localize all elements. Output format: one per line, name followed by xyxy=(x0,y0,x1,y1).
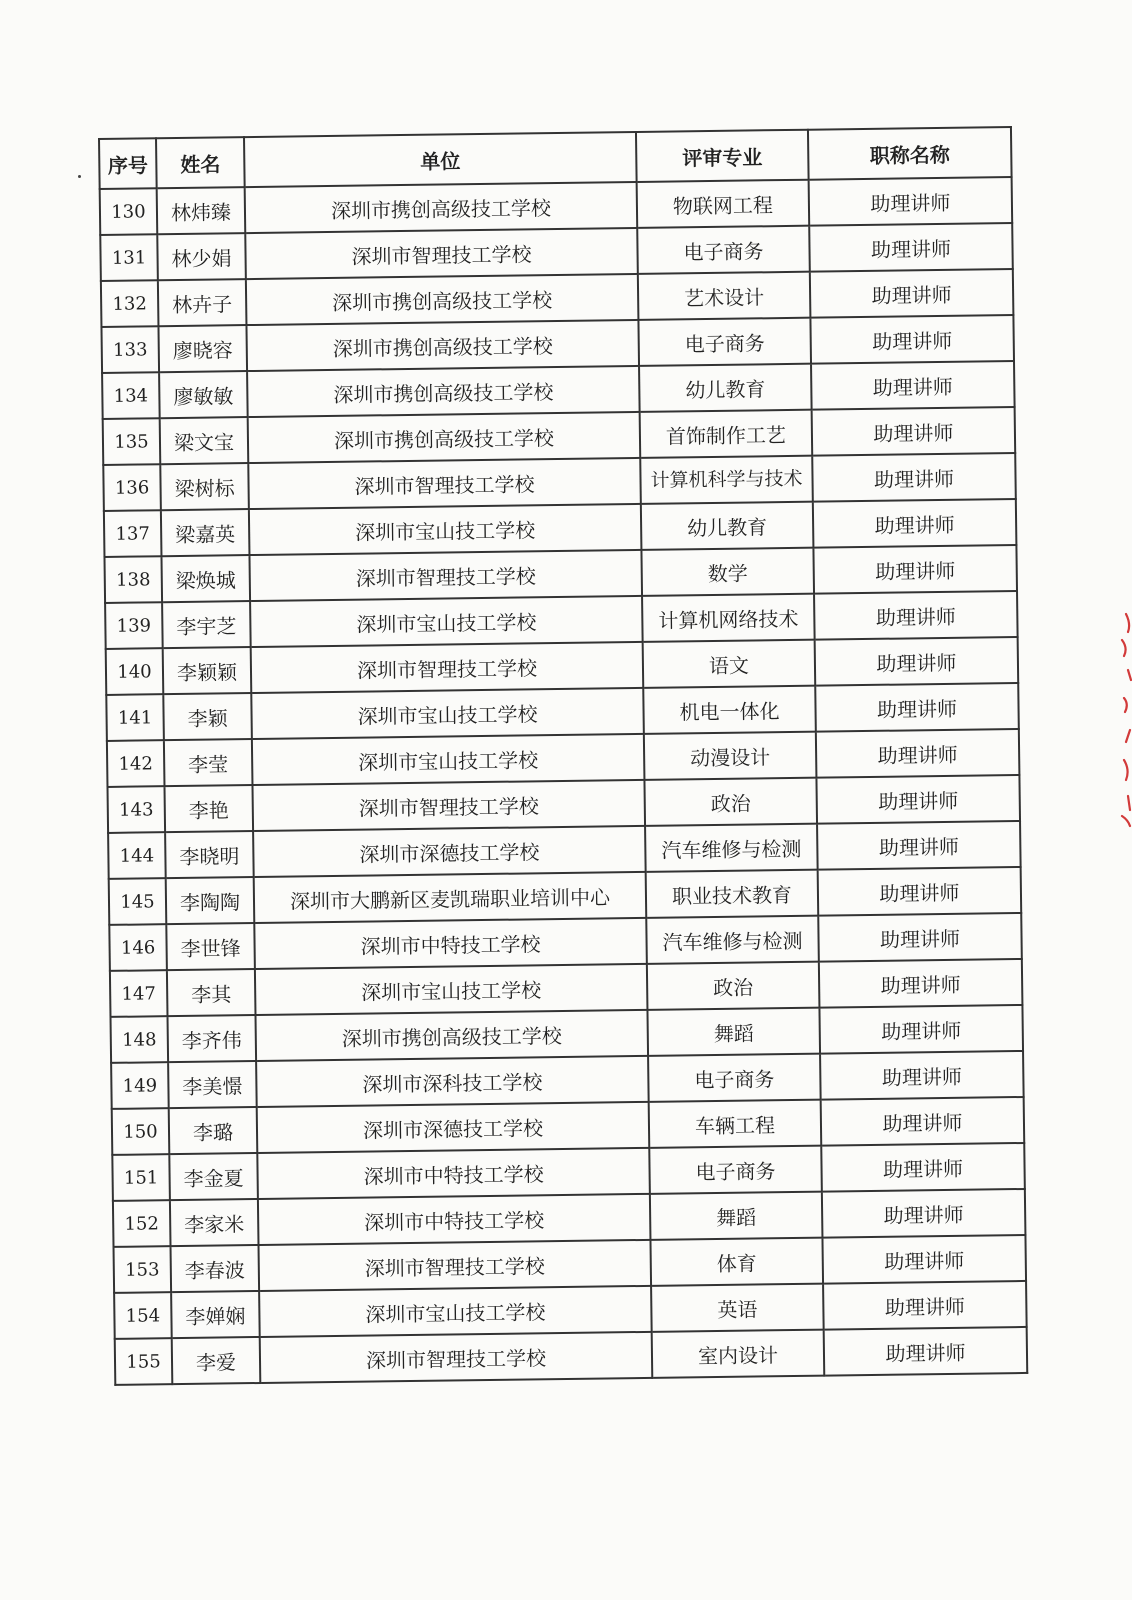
cell-name: 李爱 xyxy=(172,1337,261,1384)
cell-title: 助理讲师 xyxy=(810,269,1014,318)
cell-serial: 155 xyxy=(115,1338,173,1385)
cell-unit: 深圳市中特技工学校 xyxy=(258,1194,651,1245)
cell-title: 助理讲师 xyxy=(822,1235,1026,1284)
table-body xyxy=(100,177,1028,1385)
cell-unit: 深圳市携创高级技工学校 xyxy=(248,412,641,463)
cell-title: 助理讲师 xyxy=(817,821,1021,870)
cell-title: 助理讲师 xyxy=(821,1097,1025,1146)
cell-name: 林少娟 xyxy=(157,233,246,280)
cell-name: 林炜臻 xyxy=(157,187,246,234)
cell-title: 助理讲师 xyxy=(809,177,1013,226)
cell-serial: 131 xyxy=(100,234,158,281)
cell-major: 政治 xyxy=(644,778,817,826)
cell-major: 幼儿教育 xyxy=(639,364,812,412)
cell-title: 助理讲师 xyxy=(816,775,1020,824)
cell-major: 政治 xyxy=(647,962,820,1010)
cell-major: 艺术设计 xyxy=(638,272,811,320)
cell-unit: 深圳市中特技工学校 xyxy=(254,918,647,969)
roster-sheet xyxy=(98,126,1026,1386)
cell-name: 李家米 xyxy=(170,1199,259,1246)
header-unit: 单位 xyxy=(244,132,637,187)
cell-major: 机电一体化 xyxy=(643,686,816,734)
cell-title: 助理讲师 xyxy=(813,545,1017,594)
cell-name: 林卉子 xyxy=(158,279,247,326)
cell-name: 李艳 xyxy=(164,785,253,832)
cell-unit: 深圳市深德技工学校 xyxy=(257,1102,650,1153)
cell-serial: 147 xyxy=(110,970,168,1017)
cell-serial: 145 xyxy=(109,878,167,925)
cell-name: 廖敏敏 xyxy=(159,371,248,418)
cell-unit: 深圳市携创高级技工学校 xyxy=(246,320,639,371)
cell-unit: 深圳市宝山技工学校 xyxy=(249,504,642,555)
cell-unit: 深圳市智理技工学校 xyxy=(245,228,638,279)
cell-title: 助理讲师 xyxy=(815,683,1019,732)
cell-unit: 深圳市携创高级技工学校 xyxy=(247,366,640,417)
cell-major: 车辆工程 xyxy=(649,1100,822,1148)
cell-title: 助理讲师 xyxy=(815,637,1019,686)
cell-name: 李莹 xyxy=(164,739,253,786)
cell-name: 李齐伟 xyxy=(168,1015,257,1062)
cell-name: 李美憬 xyxy=(168,1061,257,1108)
cell-major: 舞蹈 xyxy=(647,1008,820,1056)
cell-serial: 136 xyxy=(103,464,161,511)
cell-unit: 深圳市智理技工学校 xyxy=(248,458,641,509)
cell-major: 职业技术教育 xyxy=(646,870,819,918)
cell-serial: 149 xyxy=(111,1062,169,1109)
cell-serial: 135 xyxy=(103,418,161,465)
cell-serial: 153 xyxy=(114,1246,172,1293)
cell-major: 汽车维修与检测 xyxy=(646,916,819,964)
cell-title: 助理讲师 xyxy=(816,729,1020,778)
cell-unit: 深圳市智理技工学校 xyxy=(251,642,644,693)
cell-major: 英语 xyxy=(651,1284,824,1332)
cell-serial: 151 xyxy=(112,1154,170,1201)
cell-name: 李晓明 xyxy=(165,831,254,878)
cell-unit: 深圳市大鹏新区麦凯瑞职业培训中心 xyxy=(254,872,647,923)
header-name: 姓名 xyxy=(156,137,245,188)
cell-title: 助理讲师 xyxy=(820,1051,1024,1100)
cell-serial: 144 xyxy=(108,832,166,879)
cell-serial: 139 xyxy=(105,602,163,649)
cell-name: 李颖 xyxy=(163,693,252,740)
cell-major: 首饰制作工艺 xyxy=(640,410,813,458)
cell-serial: 130 xyxy=(100,188,158,235)
cell-serial: 132 xyxy=(101,280,159,327)
cell-title: 助理讲师 xyxy=(813,499,1017,548)
cell-major: 汽车维修与检测 xyxy=(645,824,818,872)
cell-name: 李春波 xyxy=(171,1245,260,1292)
cell-name: 李其 xyxy=(167,969,256,1016)
cell-major: 物联网工程 xyxy=(637,180,810,228)
cell-title: 助理讲师 xyxy=(812,407,1016,456)
cell-serial: 138 xyxy=(104,556,162,603)
cell-major: 幼儿教育 xyxy=(641,502,814,550)
cell-serial: 140 xyxy=(106,648,164,695)
cell-unit: 深圳市智理技工学校 xyxy=(260,1332,653,1383)
cell-serial: 148 xyxy=(111,1016,169,1063)
scan-speck xyxy=(78,175,81,178)
cell-major: 动漫设计 xyxy=(644,732,817,780)
cell-unit: 深圳市携创高级技工学校 xyxy=(255,1010,648,1061)
cell-name: 李陶陶 xyxy=(166,877,255,924)
cell-name: 李颖颖 xyxy=(163,647,252,694)
cell-unit: 深圳市深德技工学校 xyxy=(253,826,646,877)
cell-major: 舞蹈 xyxy=(650,1192,823,1240)
cell-major: 电子商务 xyxy=(638,318,811,366)
cell-major: 室内设计 xyxy=(652,1330,825,1378)
cell-title: 助理讲师 xyxy=(814,591,1018,640)
cell-name: 李世锋 xyxy=(166,923,255,970)
cell-serial: 143 xyxy=(107,786,165,833)
cell-title: 助理讲师 xyxy=(821,1143,1025,1192)
cell-serial: 141 xyxy=(106,694,164,741)
cell-unit: 深圳市智理技工学校 xyxy=(249,550,642,601)
cell-name: 李宇芝 xyxy=(162,601,251,648)
cell-unit: 深圳市深科技工学校 xyxy=(256,1056,649,1107)
header-title: 职称名称 xyxy=(808,127,1012,180)
cell-name: 廖晓容 xyxy=(158,325,247,372)
roster-table xyxy=(98,126,1028,1386)
cell-serial: 146 xyxy=(109,924,167,971)
cell-name: 梁文宝 xyxy=(160,417,249,464)
cell-unit: 深圳市智理技工学校 xyxy=(259,1240,652,1291)
cell-unit: 深圳市宝山技工学校 xyxy=(255,964,648,1015)
cell-unit: 深圳市智理技工学校 xyxy=(252,780,645,831)
red-seal-edge xyxy=(1112,610,1132,830)
cell-name: 李璐 xyxy=(169,1107,258,1154)
cell-title: 助理讲师 xyxy=(822,1189,1026,1238)
cell-title: 助理讲师 xyxy=(812,453,1016,502)
cell-unit: 深圳市携创高级技工学校 xyxy=(245,182,638,233)
cell-serial: 133 xyxy=(101,326,159,373)
cell-title: 助理讲师 xyxy=(819,959,1023,1008)
cell-name: 梁树标 xyxy=(160,463,249,510)
cell-unit: 深圳市宝山技工学校 xyxy=(259,1286,652,1337)
cell-major: 电子商务 xyxy=(649,1146,822,1194)
cell-title: 助理讲师 xyxy=(811,361,1015,410)
cell-major: 语文 xyxy=(643,640,816,688)
cell-unit: 深圳市携创高级技工学校 xyxy=(246,274,639,325)
cell-unit: 深圳市宝山技工学校 xyxy=(251,688,644,739)
cell-major: 电子商务 xyxy=(648,1054,821,1102)
cell-title: 助理讲师 xyxy=(819,1005,1023,1054)
cell-serial: 134 xyxy=(102,372,160,419)
cell-serial: 152 xyxy=(113,1200,171,1247)
cell-name: 李金夏 xyxy=(169,1153,258,1200)
cell-name: 李婵娴 xyxy=(171,1291,260,1338)
cell-serial: 137 xyxy=(104,510,162,557)
cell-serial: 154 xyxy=(114,1292,172,1339)
header-major: 评审专业 xyxy=(636,130,809,182)
cell-major: 计算机网络技术 xyxy=(642,594,815,642)
cell-name: 梁嘉英 xyxy=(161,509,250,556)
cell-title: 助理讲师 xyxy=(818,867,1022,916)
cell-unit: 深圳市宝山技工学校 xyxy=(252,734,645,785)
cell-title: 助理讲师 xyxy=(818,913,1022,962)
cell-title: 助理讲师 xyxy=(824,1327,1028,1376)
cell-major: 计算机科学与技术 xyxy=(640,456,813,504)
cell-name: 梁焕城 xyxy=(161,555,250,602)
cell-unit: 深圳市中特技工学校 xyxy=(257,1148,650,1199)
header-serial: 序号 xyxy=(99,138,157,189)
cell-title: 助理讲师 xyxy=(823,1281,1027,1330)
cell-major: 数学 xyxy=(641,548,814,596)
cell-unit: 深圳市宝山技工学校 xyxy=(250,596,643,647)
cell-title: 助理讲师 xyxy=(810,315,1014,364)
cell-major: 体育 xyxy=(650,1238,823,1286)
cell-serial: 142 xyxy=(107,740,165,787)
cell-major: 电子商务 xyxy=(637,226,810,274)
cell-title: 助理讲师 xyxy=(809,223,1013,272)
cell-serial: 150 xyxy=(112,1108,170,1155)
